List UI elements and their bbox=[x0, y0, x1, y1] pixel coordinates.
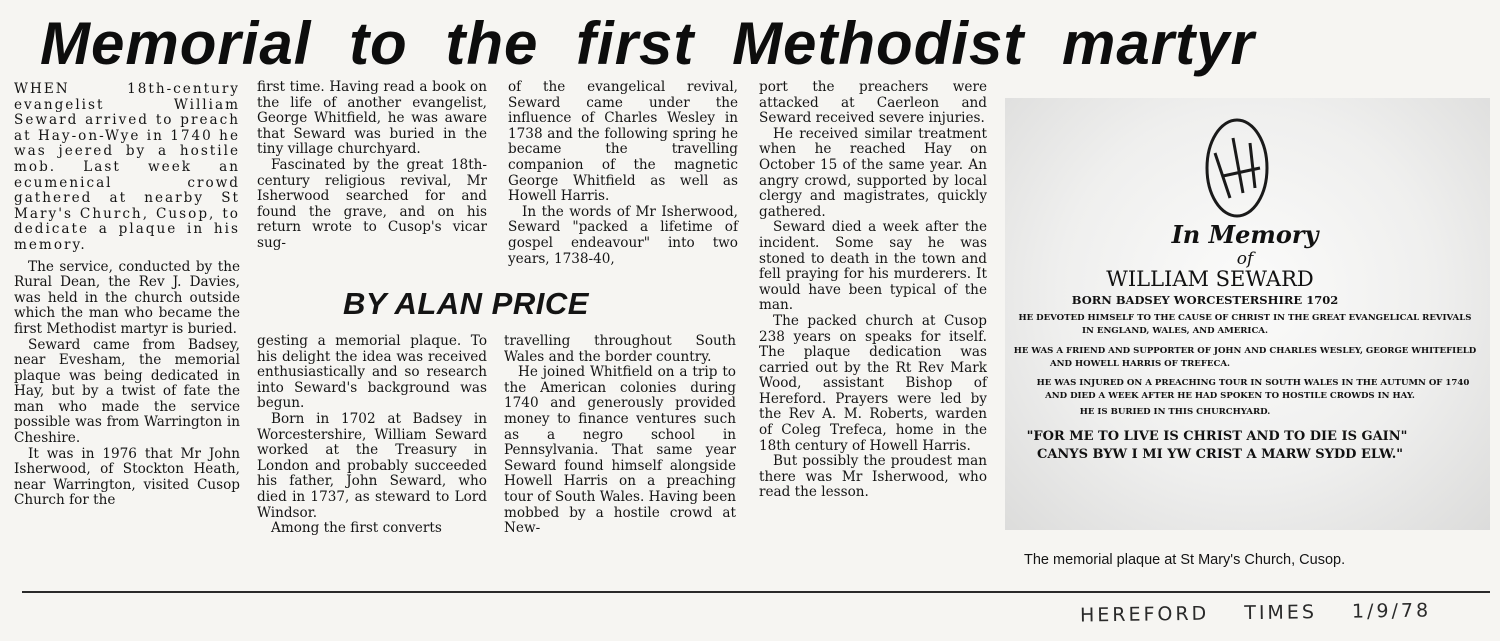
article-column-3-bottom bbox=[504, 334, 736, 537]
plaque-quote-welsh: CANYS BYW I MI YW CRIST A MARW SYDD ELW." bbox=[1036, 447, 1404, 462]
article-paragraph: The packed church at Cusop 238 years on speaks for itself. The plaque dedication was carried out by the Rt Rev Mark Wood, assistant Bishop of Hereford. Prayers were led by the Rev A. M. Roberts, warden of Coleg Trefeca, home in the 18th century of Howell Harris. bbox=[759, 312, 987, 454]
source-note: HEREFORD TIMES bbox=[1079, 601, 1318, 627]
article-paragraph: Among the first converts bbox=[271, 520, 442, 537]
plaque-quote-english: "FOR ME TO LIVE IS CHRIST AND TO DIE IS GAIN" bbox=[1026, 429, 1408, 444]
plaque-line: HE WAS INJURED ON A PREACHING TOUR IN SOUTH WALES IN THE AUTUMN OF 1740 bbox=[1036, 378, 1470, 388]
article-paragraph: travelling throughout South Wales and the border country. bbox=[504, 333, 736, 365]
article-column-2-top bbox=[257, 80, 487, 252]
photo-caption: The memorial plaque at St Mary's Church, Cusop. bbox=[1024, 552, 1346, 568]
handwritten-annotation bbox=[1080, 600, 1431, 627]
plaque-photo bbox=[1005, 98, 1490, 530]
article-paragraph: WHEN 18th-century evangelist William Seward arrived to preach at Hay-on-Wye in 1740 he was jeered by a hostile mob. Last week an ecumenical crowd gathered at nearby St Mary's Church, Cusop, to dedicate a plaque in his memory. bbox=[14, 81, 240, 253]
plaque-in-memory: In Memory bbox=[1171, 220, 1319, 249]
article-column-3-top bbox=[508, 80, 738, 267]
article-paragraph: port the preachers were attacked at Caerleon and Seward received severe injuries. bbox=[759, 79, 987, 127]
plaque-name: WILLIAM SEWARD bbox=[1106, 267, 1314, 291]
plaque-image bbox=[1005, 98, 1490, 530]
article-column-2-bottom bbox=[257, 334, 487, 537]
headline: Memorial to the first Methodist martyr bbox=[40, 10, 1255, 77]
date-note: 1/9/78 bbox=[1351, 599, 1432, 623]
article-paragraph: of the evangelical revival, Seward came under the influence of Charles Wesley in 1738 and the following spring he became the travelling companion of the magnetic George Whitfield as well as Howell Harris. bbox=[508, 79, 738, 205]
article-paragraph: Born in 1702 at Badsey in Worcestershire, William Seward worked at the Treasury in London and probably succeeded his father, John Seward, who died in 1737, as steward to Lord Windsor. bbox=[257, 410, 487, 521]
plaque-line: HE IS BURIED IN THIS CHURCHYARD. bbox=[1079, 407, 1271, 417]
article-paragraph: Seward came from Badsey, near Evesham, the memorial plaque was being dedicated in Hay, but by a twist of fate the man who made the service possible was from Warrington in Cheshire. bbox=[14, 336, 240, 447]
plaque-line: IN ENGLAND, WALES, AND AMERICA. bbox=[1082, 326, 1268, 336]
article-paragraph: Fascinated by the great 18th-century religious revival, Mr Isherwood searched for and found the grave, and on his return wrote to Cusop's vicar sug- bbox=[257, 156, 487, 251]
article-column-4 bbox=[759, 80, 987, 501]
article-column-1 bbox=[14, 82, 240, 509]
article-paragraph: In the words of Mr Isherwood, Seward "packed a lifetime of gospel endeavour" into two years, 1738-40, bbox=[508, 203, 738, 267]
plaque-line: HE WAS A FRIEND AND SUPPORTER OF JOHN AND CHARLES WESLEY, GEORGE WHITEFIELD bbox=[1013, 346, 1477, 356]
article-paragraph: He joined Whitfield on a trip to the American colonies during 1740 and generously provided money to finance ventures such as a negro school in Pennsylvania. That same year Seward found himself alongside Howell Harris on a preaching tour of South Wales. Having been mobbed by a hostile crowd at New- bbox=[504, 364, 736, 537]
article-paragraph: He received similar treatment when he reached Hay on October 15 of the same year. An angry crowd, supported by local clergy and magistrates, quickly gathered. bbox=[759, 125, 987, 220]
plaque-line: AND DIED A WEEK AFTER HE HAD SPOKEN TO HOSTILE CROWDS IN HAY. bbox=[1045, 391, 1415, 401]
article-paragraph: first time. Having read a book on the life of another evangelist, George Whitfield, he was aware that Seward was buried in the tiny village churchyard. bbox=[257, 79, 487, 158]
bottom-rule bbox=[22, 591, 1490, 593]
article-paragraph: gesting a memorial plaque. To his delight the idea was received enthusiastically and so research into Seward's background was begun. bbox=[257, 333, 487, 412]
plaque-line: HE DEVOTED HIMSELF TO THE CAUSE OF CHRIST IN THE GREAT EVANGELICAL REVIVALS bbox=[1018, 313, 1472, 323]
byline: BY ALAN PRICE bbox=[343, 286, 589, 321]
article-paragraph: The service, conducted by the Rural Dean, the Rev J. Davies, was held in the church outside which the man who became the first Methodist martyr is buried. bbox=[14, 258, 240, 337]
plaque-of: of bbox=[1236, 249, 1254, 269]
fish-emblem-icon bbox=[1207, 120, 1267, 216]
article-paragraph: Seward died a week after the incident. Some say he was stoned to death in the town and fell praying for his murderers. It would have been typical of the man. bbox=[759, 219, 987, 314]
plaque-line: AND HOWELL HARRIS OF TREFECA. bbox=[1050, 359, 1230, 369]
article-paragraph: It was in 1976 that Mr John Isherwood, of Stockton Heath, near Warrington, visited Cusop Church for the bbox=[14, 445, 240, 509]
plaque-born: BORN BADSEY WORCESTERSHIRE 1702 bbox=[1071, 293, 1339, 307]
article-paragraph: But possibly the proudest man there was Mr Isherwood, who read the lesson. bbox=[759, 453, 987, 501]
